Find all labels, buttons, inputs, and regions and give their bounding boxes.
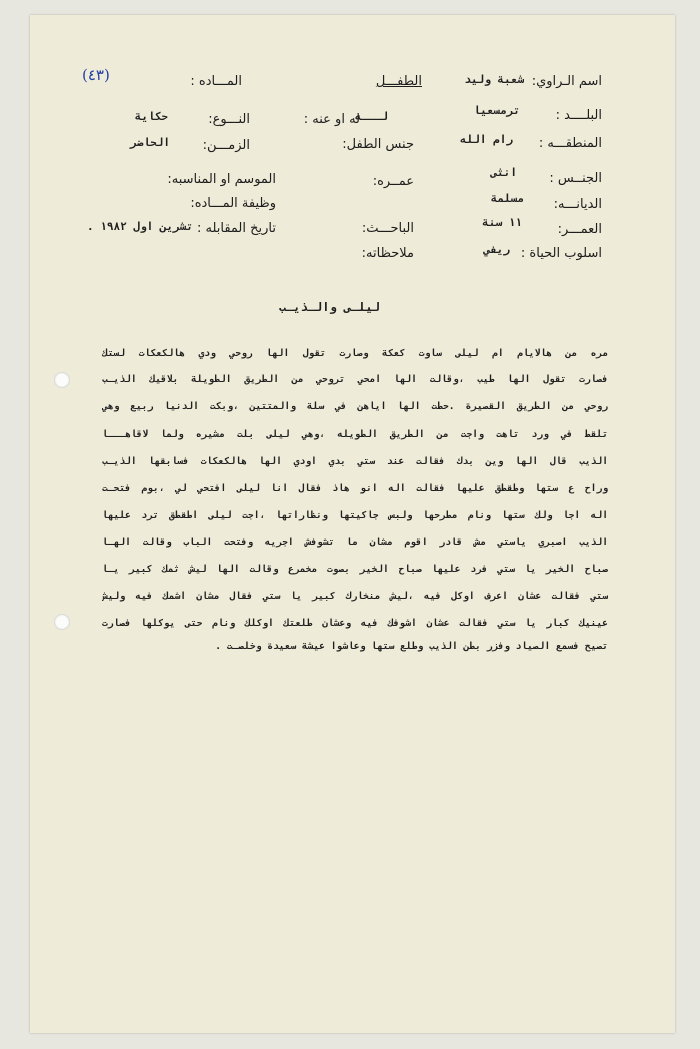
lifestyle-value: ريفي xyxy=(483,243,510,256)
country-label: البلــــد : xyxy=(555,108,602,123)
lifestyle-label: اسلوب الحياة : xyxy=(520,246,602,261)
interview-date-label: تاريخ المقابله : xyxy=(196,221,276,236)
story-line: اله اجا ولك ستها ونام مطرحها ولبس جاكيتها ونظاراتها ،اجت ليلى اطقطق ترد عليها xyxy=(102,510,608,521)
lifetime-value: ١١ سنة xyxy=(482,216,522,229)
type-label: النـــوع: xyxy=(208,112,250,127)
story-line: عينيك كبار يا ستي فقالت عشان اشوفك فيه وعشان طلعتك اوكلك ونام حتى يوكلها فصارت xyxy=(102,618,608,629)
child-value: الطفـــل xyxy=(375,74,422,89)
story-line: تلقط في ورد تاهت واجت من الطريق الطويله ،وهي ليلى بلت مشيره ولما لاقاهـــا xyxy=(102,429,608,440)
punch-hole xyxy=(54,372,70,388)
season-label: الموسم او المناسبه: xyxy=(167,172,276,187)
story-line: فصارت تقول الها طيب ،وقالت الها امحي تروحي من الطريق الطويلة بلاقيك الذيـب xyxy=(102,374,608,385)
function-label: وظيفة المـــاده: xyxy=(190,196,276,211)
narrator-value: شعبة وليد xyxy=(464,73,524,86)
story-line: ستي فقالت عشان اعرف اوكل فيه ،ليش منخارك كبير يا ستي فقال مشان اشمك فيه وليش xyxy=(102,591,608,602)
story-title: ليلـى والـذيـب xyxy=(278,300,380,314)
relation-value: لـــه xyxy=(354,110,388,123)
document-page xyxy=(30,15,675,1033)
researcher-label: الباحـــث: xyxy=(361,221,414,236)
page-number: (٤٣) xyxy=(82,66,110,84)
punch-hole xyxy=(54,614,70,630)
story-line: تصيح فسمع الصياد وفزر بطن الذيب وطلع ستها وعاشوا عيشة سعيدة وخلصـت . xyxy=(215,641,608,652)
region-label: المنطقـــه : xyxy=(538,136,602,151)
country-value: ترمسعيا xyxy=(473,104,520,117)
child-gender-label: جنس الطفل: xyxy=(342,137,414,152)
notes-label: ملاحظاته: xyxy=(361,246,414,261)
time-label: الزمـــن: xyxy=(202,138,250,153)
story-line: مره من هالايام ام ليلى ساوت كعكة وصارت تقول الها روحي ودي هالكعكات لستك xyxy=(102,348,608,359)
gender-label: الجنــس : xyxy=(549,171,602,186)
story-line: صباح الخير يا ستي فرد عليها صباح الخير بصوت مخمرع وقالت الها ليش ثمك كبير يـا xyxy=(102,564,608,575)
story-line: وراح ع ستها وطقطق عليها فقالت اله انو هاذ فقال انا ليلى افتحي لي ،بوم فتحـت xyxy=(102,483,608,494)
age-label: عمــره: xyxy=(372,174,414,189)
story-line: الذيب اصبري ياستي مش قادر اقوم مشان ما تشوفش اجريه وفتحت الباب وقالت الهـا xyxy=(102,537,608,548)
narrator-label: اسم الـراوي: xyxy=(531,74,602,89)
religion-label: الديانـــه: xyxy=(553,197,602,212)
region-value: رام الله xyxy=(460,133,513,146)
story-line: روحي من الطريق القصيرة .حطت الها اياهن في سلة والمتتين ،وبكت الدنيا ربيع وهي xyxy=(102,401,608,412)
story-line: الذيب قال الها وين بدك فقالت عند ستي بدي اودي الها هالكعكات فسابقها الذيـب xyxy=(102,456,608,467)
lifetime-label: العمـــر: xyxy=(557,222,602,237)
interview-date-value: تشرين اول ١٩٨٢ . xyxy=(87,220,193,233)
religion-value: مسلمة xyxy=(490,192,524,205)
relation-label: له او عنه : xyxy=(303,112,360,127)
material-label: المـــاده : xyxy=(190,74,242,89)
type-value: حكاية xyxy=(134,110,168,123)
gender-value: انثى xyxy=(490,166,517,179)
time-value: الحاضر xyxy=(130,136,170,149)
